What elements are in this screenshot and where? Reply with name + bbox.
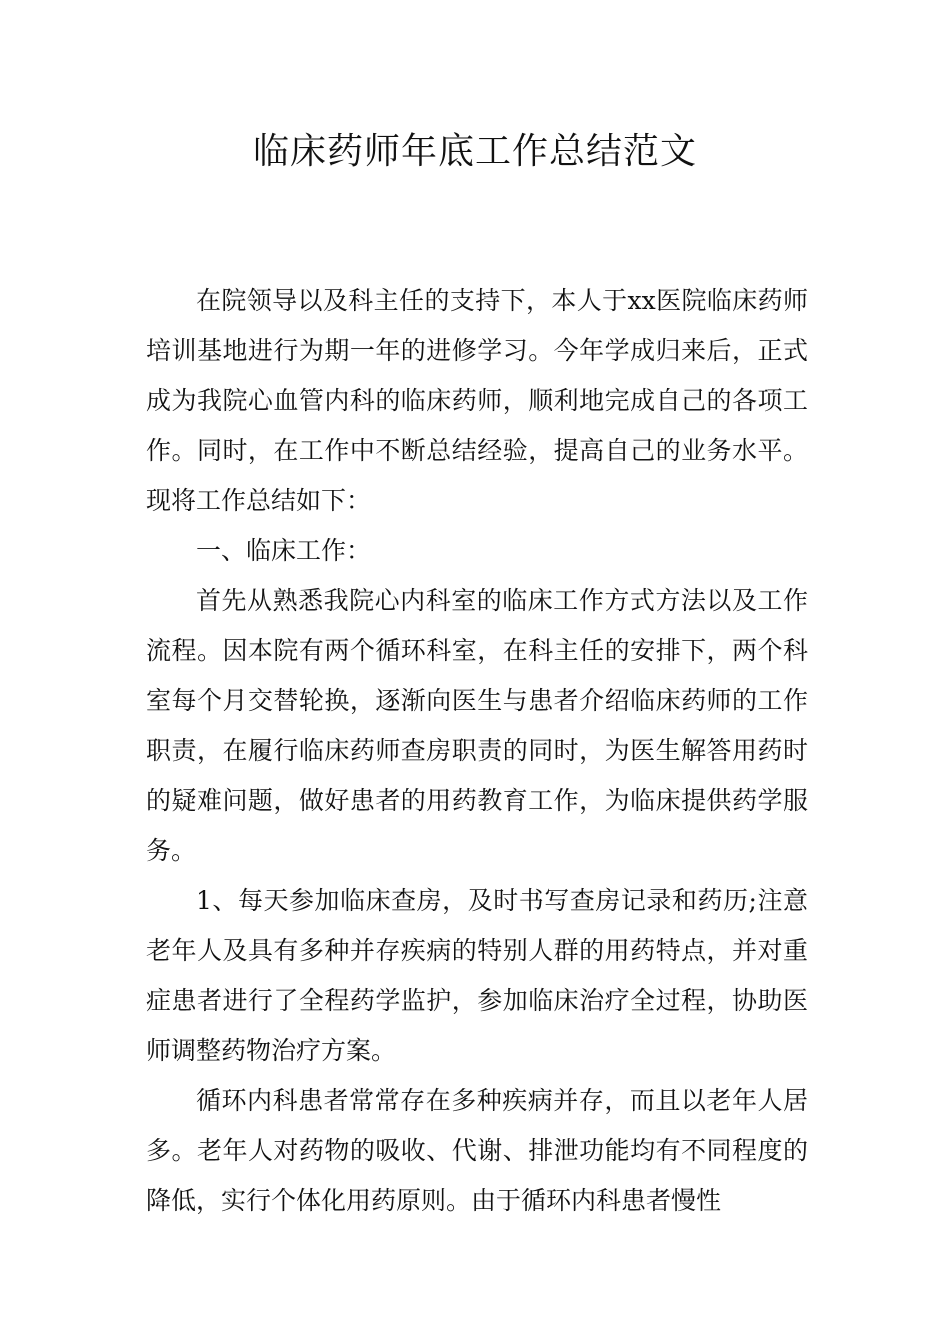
document-title: 临床药师年底工作总结范文 — [252, 131, 697, 172]
paragraph-item-1: 1、每天参加临床查房，及时书写查房记录和药历;注意老年人及具有多种并存疾病的特别人群的用药特点，并对重症患者进行了全程药学监护，参加临床治疗全过程，协助医师调整药物治疗方案。 — [146, 886, 808, 1065]
paragraph-clinical-workflow: 首先从熟悉我院心内科室的临床工作方式方法以及工作流程。因本院有两个循环科室，在科主任的安排下，两个科室每个月交替轮换，逐渐向医生与患者介绍临床药师的工作职责，在履行临床药师查房职责的同时，为医生解答用药时的疑难问题，做好患者的用药教育工作，为临床提供药学服务。 — [146, 586, 808, 865]
paragraph-cardiology-patients: 循环内科患者常常存在多种疾病并存，而且以老年人居多。老年人对药物的吸收、代谢、排泄功能均有不同程度的降低，实行个体化用药原则。由于循环内科患者慢性 — [146, 1086, 808, 1215]
paragraph-intro: 在院领导以及科主任的支持下，本人于xx医院临床药师培训基地进行为期一年的进修学习。今年学成归来后，正式成为我院心血管内科的临床药师，顺利地完成自己的各项工作。同时，在工作中不断总结经验，提高自己的业务水平。现将工作总结如下： — [146, 286, 808, 515]
document-body — [146, 276, 808, 1226]
section-heading-clinical-work: 一、临床工作： — [196, 536, 372, 565]
